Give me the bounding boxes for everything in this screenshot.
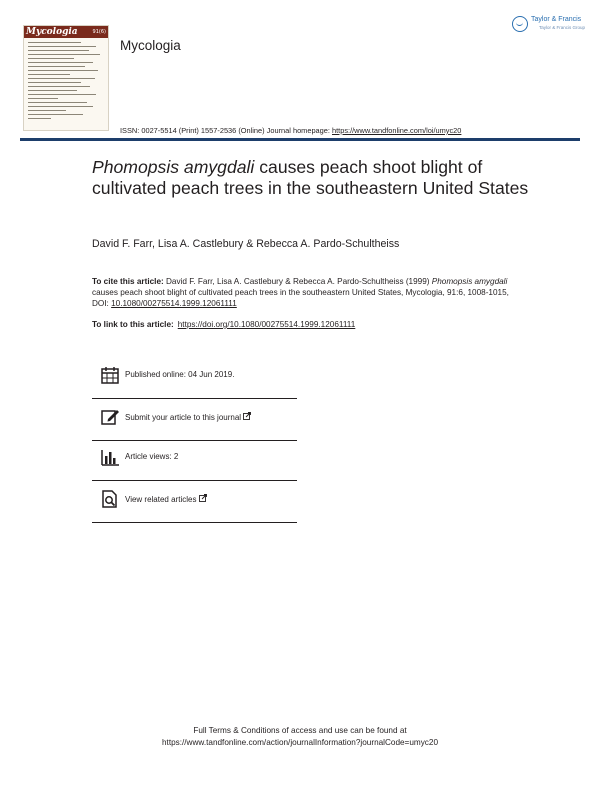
article-views-row [92,441,297,477]
divider [92,522,297,523]
citation-label: To cite this article: [92,277,164,286]
journal-name: Mycologia [120,38,181,53]
citation-block [92,276,522,309]
cover-issue: 91(6) [92,29,106,35]
issn-text: ISSN: 0027-5514 (Print) 1557-2536 (Online) Journal homepage: [120,126,330,135]
citation-title-rest: causes peach shoot blight of cultivated peach trees in the southeastern United States, Mycologia, 91:6, 1008-1015, DOI: [92,288,509,308]
divider [92,480,297,481]
document-search-icon [100,489,120,509]
link-to-article [92,320,355,329]
publisher-logo-icon [512,16,528,32]
link-label: To link to this article: [92,320,174,329]
external-link-icon [199,494,207,502]
citation-authors: David F. Farr, Lisa A. Castlebury & Rebecca A. Pardo-Schultheiss (1999) [166,277,430,286]
article-title [92,157,532,199]
related-articles-row[interactable] [92,483,297,519]
article-authors: David F. Farr, Lisa A. Castlebury & Rebecca A. Pardo-Schultheiss [92,238,400,250]
submit-article-row[interactable] [92,401,297,437]
bar-chart-icon [100,447,120,467]
footer-terms-text: Full Terms & Conditions of access and use can be found at [193,726,407,735]
publisher-name: Taylor & Francis [531,16,582,23]
citation-title-italic: Phomopsis amygdali [431,277,508,286]
citation-doi-link[interactable]: 10.1080/00275514.1999.12061111 [111,299,237,308]
issn-line [120,126,461,135]
publisher-logo[interactable] [512,14,592,36]
publisher-subtitle: Taylor & Francis Group [539,25,586,30]
article-views-text: Article views: 2 [125,452,179,461]
published-online-text: Published online: 04 Jun 2019. [125,370,235,379]
edit-icon [100,407,120,427]
article-title-italic: Phomopsis amygdali [92,157,255,177]
published-online-row [92,359,297,395]
article-title-rest: causes peach shoot blight of cultivated peach trees in the southeastern United States [92,157,529,198]
cover-journal-title: Mycologia [26,27,78,37]
related-articles-text[interactable]: View related articles [125,494,207,504]
header-divider [20,138,580,141]
external-link-icon [243,412,251,420]
journal-homepage-link[interactable]: https://www.tandfonline.com/loi/umyc20 [332,126,462,135]
journal-cover-thumbnail [23,25,109,131]
submit-article-text[interactable]: Submit your article to this journal [125,412,251,422]
divider [92,398,297,399]
calendar-icon [100,365,120,385]
footer-terms-link[interactable]: https://www.tandfonline.com/action/journalInformation?journalCode=umyc20 [161,738,439,747]
cover-contents-lines [28,42,104,122]
article-doi-url[interactable]: https://doi.org/10.1080/00275514.1999.12061111 [177,320,356,329]
